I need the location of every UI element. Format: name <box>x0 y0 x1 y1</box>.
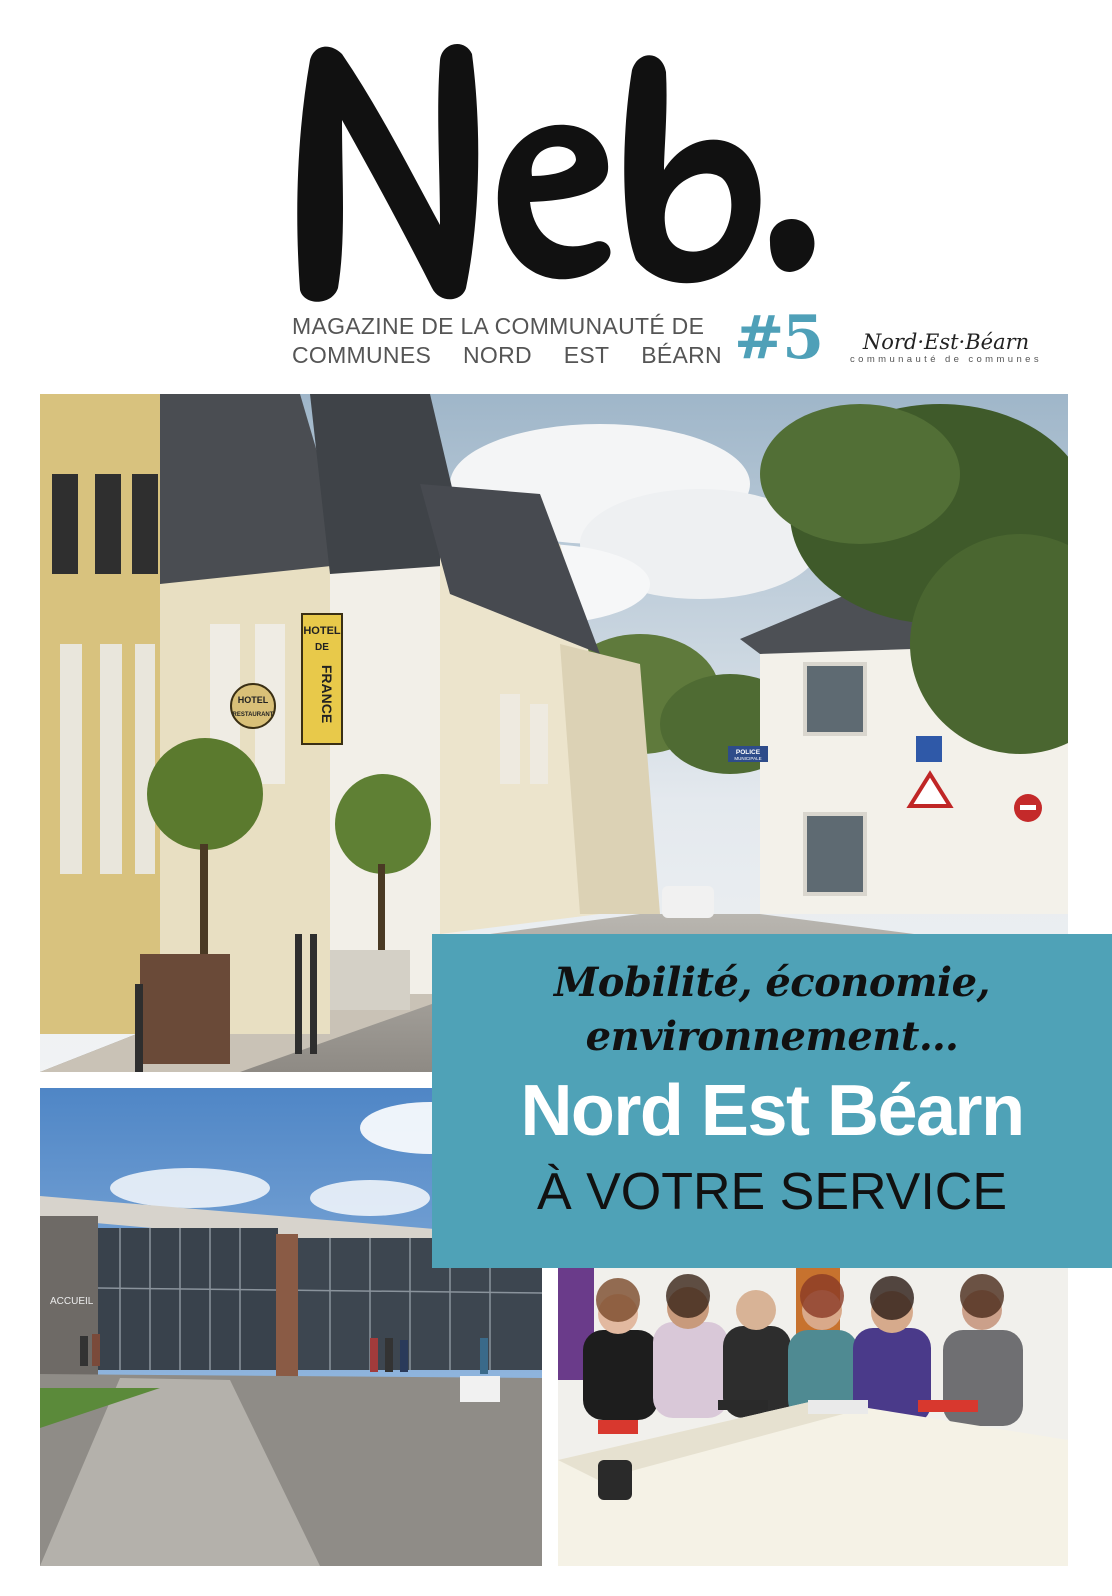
magazine-subtitle <box>292 312 722 370</box>
hotel-round-sign-word-1: HOTEL <box>237 695 269 705</box>
brand-logo <box>840 330 1052 366</box>
subtitle-word: COMMUNES <box>292 342 432 368</box>
hotel-round-sign <box>231 684 275 728</box>
headline-title: Nord Est Béarn <box>520 1071 1024 1151</box>
police-sign-word-1: POLICE <box>735 749 761 756</box>
subtitle-word: NORD <box>462 342 532 368</box>
hotel-sign-word-2: DE <box>315 642 329 653</box>
masthead-logo <box>290 20 830 310</box>
police-sign-word-2: MUNICIPALE <box>734 756 762 761</box>
accueil-sign: ACCUEIL <box>50 1296 94 1307</box>
subtitle-line-1: MAGAZINE DE LA COMMUNAUTÉ DE <box>292 313 705 339</box>
headline-subtitle: À VOTRE SERVICE <box>536 1163 1008 1221</box>
team-meeting-scene <box>558 1250 1068 1566</box>
issue-number: #5 <box>734 303 823 373</box>
headline-tagline-line-1: Mobilité, économie, <box>554 959 990 1006</box>
hotel-sign-word-1: HOTEL <box>303 625 341 637</box>
brand-name: Nord·Est·Béarn <box>862 330 1030 354</box>
headline-tagline <box>432 956 1112 1064</box>
headline-panel <box>432 934 1112 1268</box>
brand-tagline: communauté de communes <box>849 354 1043 365</box>
subtitle-word: EST <box>563 342 610 368</box>
masthead-brush-lettering <box>290 20 830 310</box>
hotel-sign-word-3: FRANCE <box>319 664 335 724</box>
team-photo <box>558 1250 1068 1566</box>
headline-tagline-line-2: environnement… <box>585 1013 959 1060</box>
subtitle-word: BÉARN <box>641 342 722 368</box>
subtitle-line-2 <box>292 341 722 370</box>
hotel-round-sign-word-2: RESTAURANT <box>232 712 274 718</box>
